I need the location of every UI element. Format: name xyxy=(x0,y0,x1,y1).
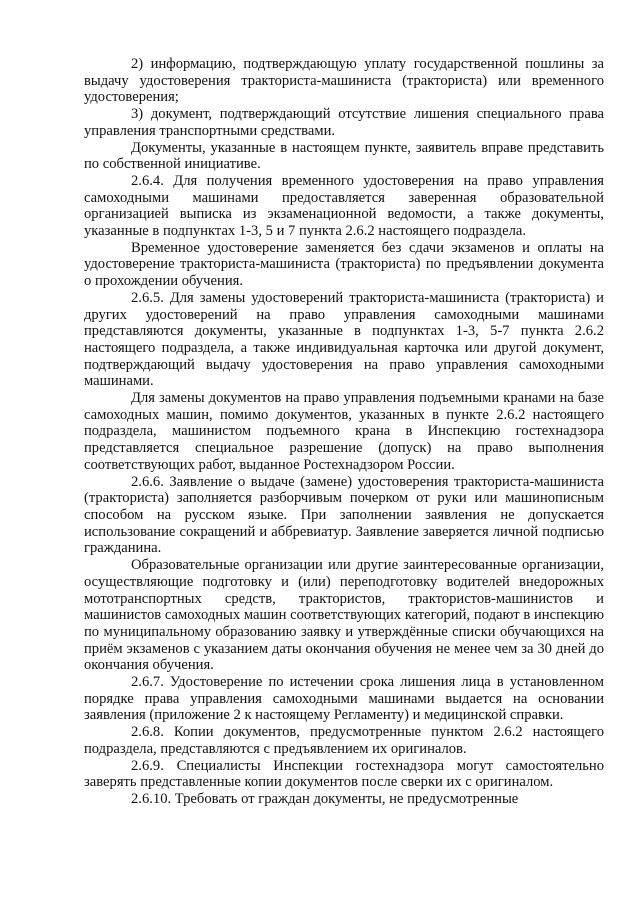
paragraph-5: Временное удостоверение заменяется без сдачи экзаменов и оплаты на удостоверение тракториста-машиниста (тракториста) по предъявлении документа о прохождении обучения. xyxy=(84,239,604,290)
paragraph-10: 2.6.7. Удостоверение по истечении срока лишения лица в установленном порядке права управления самоходными машинами выдается на основании заявления (приложение 2 к настоящему Регламенту) и медицинской справки. xyxy=(84,674,604,724)
paragraph-9: Образовательные организации или другие заинтересованные организации, осуществляющие подготовку и (или) переподготовку водителей внедорожных мототранспортных средств, трактористов, трактористов-машинистов и машинистов самоходных машин соответствующих категорий, подают в инспекцию по муниципальному образованию заявку и утверждённые списки обучающихся на приём экзаменов с указанием даты окончания обучения не менее чем за 30 дней до окончания обучения. xyxy=(84,557,604,674)
paragraph-3: Документы, указанные в настоящем пункте, заявитель вправе представить по собственной инициативе. xyxy=(84,139,604,173)
paragraph-11: 2.6.8. Копии документов, предусмотренные пунктом 2.6.2 настоящего подраздела, представляются с предъявлением их оригиналов. xyxy=(84,724,604,757)
paragraph-13: 2.6.10. Требовать от граждан документы, не предусмотренные xyxy=(131,790,519,807)
paragraph-8: 2.6.6. Заявление о выдаче (замене) удостоверения тракториста-машиниста (тракториста) заполняется разборчивым почерком от руки или машинописным способом на русском языке. При заполнении заявления не допускается использование сокращений и аббревиатур. Заявление заверяется личной подписью гражданина. xyxy=(84,473,604,557)
paragraph-6: 2.6.5. Для замены удостоверений тракториста-машиниста (тракториста) и других удостоверений на право управления самоходными машинами представляются документы, указанные в подпунктах 1-3, 5-7 пункта 2.6.2 настоящего подраздела, а также индивидуальная карточка или другой документ, подтверждающий выдачу удостоверения на право управления самоходными машинами. xyxy=(84,289,604,390)
paragraph-7: Для замены документов на право управления подъемными кранами на базе самоходных машин, помимо документов, указанных в пункте 2.6.2 настоящего подраздела, машинистом подъемного крана в Инспекцию гостехнадзора представляется специальное разрешение (допуск) на право выполнения соответствующих работ, выданное Ростехнадзором России. xyxy=(84,390,604,473)
paragraph-12: 2.6.9. Специалисты Инспекции гостехнадзора могут самостоятельно заверять представленные копии документов после сверки их с оригиналом. xyxy=(84,757,604,791)
paragraph-1: 2) информацию, подтверждающую уплату государственной пошлины за выдачу удостоверения тракториста-машиниста (тракториста) или временного удостоверения; xyxy=(84,56,604,106)
paragraph-4: 2.6.4. Для получения временного удостоверения на право управления самоходными машинами предоставляется заверенная образовательной организацией выписка из экзаменационной ведомости, а также документы, указанные в подпунктах 1-3, 5 и 7 пункта 2.6.2 настоящего подраздела. xyxy=(84,172,604,240)
document-page xyxy=(84,56,604,808)
paragraph-2: 3) документ, подтверждающий отсутствие лишения специального права управления транспортными средствами. xyxy=(84,106,604,139)
